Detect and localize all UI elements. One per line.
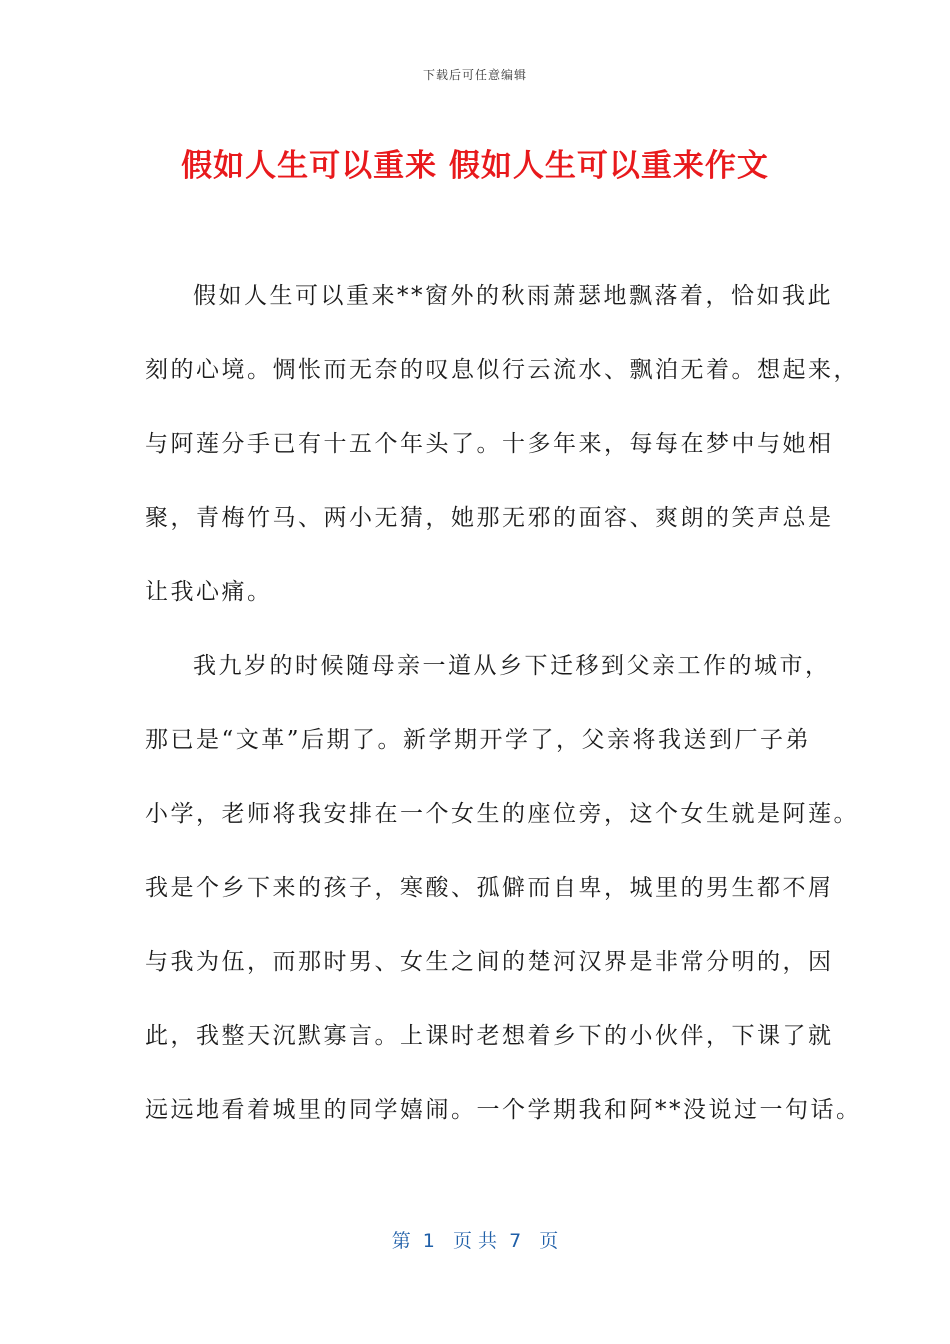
body-line: 此，我整天沉默寡言。上课时老想着乡下的小伙伴，下课了就 — [145, 1023, 834, 1049]
body-line: 小学，老师将我安排在一个女生的座位旁，这个女生就是阿莲。 — [145, 801, 859, 827]
body-line: 我九岁的时候随母亲一道从乡下迁移到父亲工作的城市， — [193, 653, 831, 679]
body-line: 那已是“文革”后期了。新学期开学了，父亲将我送到厂子弟 — [145, 727, 812, 753]
document-title: 假如人生可以重来 假如人生可以重来作文 — [181, 148, 769, 184]
page-number-footer: 第 1 页 共 7 页 — [391, 1230, 559, 1252]
page-header-note: 下载后可任意编辑 — [422, 68, 527, 82]
body-line: 与我为伍，而那时男、女生之间的楚河汉界是非常分明的，因 — [145, 949, 834, 975]
body-line: 远远地看着城里的同学嬉闹。一个学期我和阿**没说过一句话。 — [145, 1097, 862, 1123]
body-line: 假如人生可以重来**窗外的秋雨萧瑟地飘落着，恰如我此 — [193, 283, 833, 309]
body-line: 与阿莲分手已有十五个年头了。十多年来，每每在梦中与她相 — [145, 431, 834, 457]
body-line: 聚，青梅竹马、两小无猜，她那无邪的面容、爽朗的笑声总是 — [145, 505, 834, 531]
document-body — [145, 276, 862, 1164]
body-line: 我是个乡下来的孩子，寒酸、孤僻而自卑，城里的男生都不屑 — [145, 875, 834, 901]
body-line: 让我心痛。 — [145, 579, 273, 605]
body-line: 刻的心境。惆怅而无奈的叹息似行云流水、飘泊无着。想起来， — [145, 357, 859, 383]
